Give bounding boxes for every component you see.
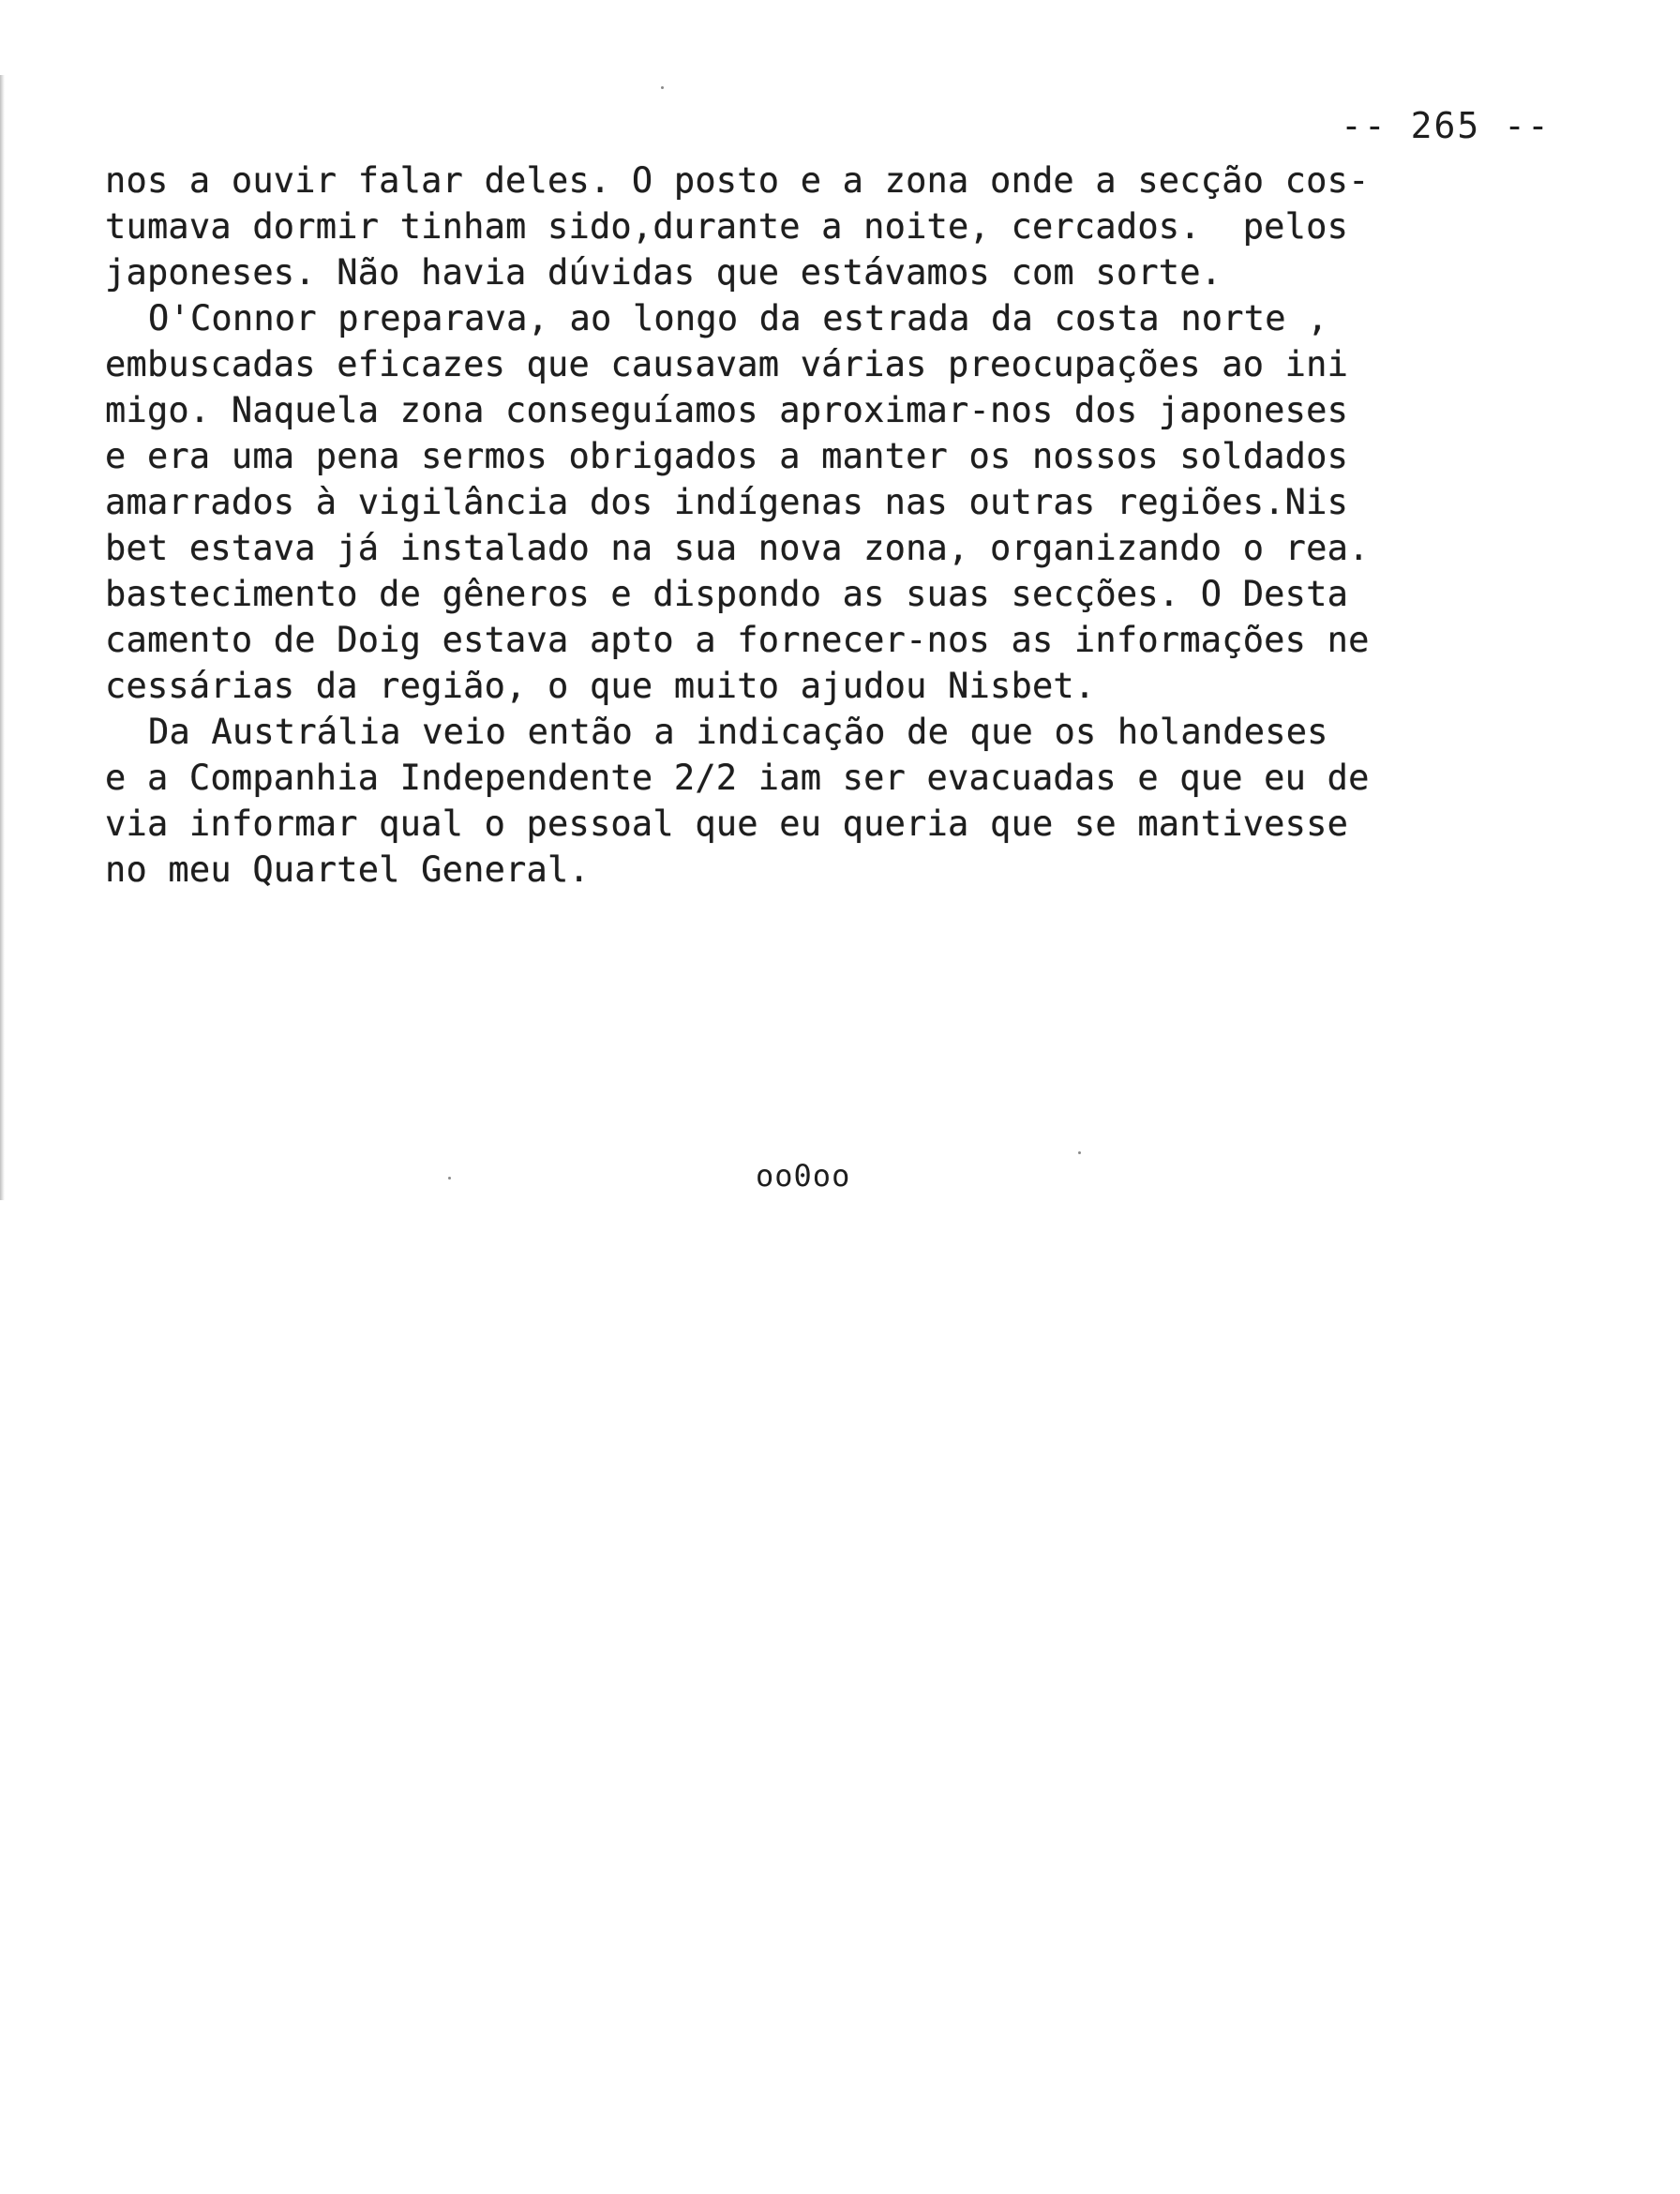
paragraph-start-line: Da Austrália veio então a indicação de que os holandeses [148,712,1328,752]
paragraph-start-line: O'Connor preparava, ao longo da estrada da costa norte , [148,298,1328,338]
text-line: tumava dormir tinham sido,durante a noite, cercados. pelos [105,206,1349,247]
text-line: embuscadas eficazes que causavam várias preocupações ao ini [105,344,1349,384]
text-line: via informar qual o pessoal que eu queria que se mantivesse [105,804,1349,844]
scan-speck [448,1177,451,1180]
text-line: migo. Naquela zona conseguíamos aproximar-nos dos japoneses [105,390,1349,430]
text-line: camento de Doig estava apto a fornecer-nos as informações ne [105,620,1370,660]
body-text [105,158,1511,893]
text-line: nos a ouvir falar deles. O posto e a zona onde a secção cos- [105,160,1370,201]
text-line: cessárias da região, o que muito ajudou Nisbet. [105,666,1096,706]
section-separator: oo0oo [756,1158,851,1194]
text-line: bastecimento de gêneros e dispondo as suas secções. O Desta [105,574,1349,614]
page-number: -- 265 -- [1341,105,1551,146]
text-line: e a Companhia Independente 2/2 iam ser evacuadas e que eu de [105,758,1370,798]
text-line: no meu Quartel General. [105,849,590,890]
text-line: japoneses. Não havia dúvidas que estávamos com sorte. [105,252,1222,293]
text-line: bet estava já instalado na sua nova zona, organizando o rea. [105,528,1370,568]
text-line: e era uma pena sermos obrigados a manter os nossos soldados [105,436,1349,476]
scan-speck [1078,1151,1081,1154]
text-line: amarrados à vigilância dos indígenas nas outras regiões.Nis [105,482,1349,522]
scan-speck [661,86,664,89]
